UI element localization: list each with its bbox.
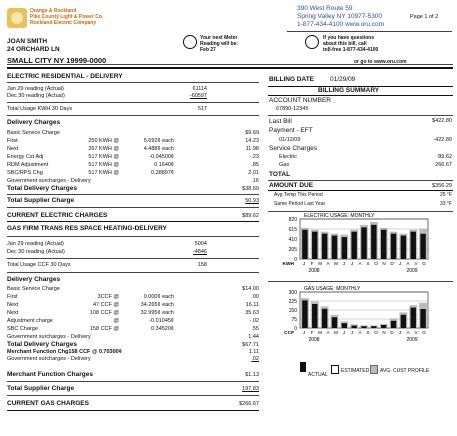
line-item-amount: -.23 [249, 154, 259, 160]
amount-due-row [269, 182, 452, 190]
gas-usage-value: 158 [197, 262, 207, 268]
line-item-rate: 0.34520¢ [151, 326, 174, 332]
summary-electric-value: 89.62 [438, 154, 452, 160]
company-logo-icon [7, 8, 27, 28]
questions-contact [323, 35, 378, 53]
y-tick-label: 150 [288, 308, 297, 314]
gas-total-delivery-label: Total Delivery Charges [7, 341, 77, 348]
year-label: 2008 [308, 268, 320, 274]
line-item-label: Energy Cst Adj [7, 154, 44, 160]
y-tick-label: 0 [294, 326, 297, 332]
company-line-2: Pike County Light & Power Co. [30, 14, 104, 20]
month-tick-label: S [366, 330, 370, 335]
line-item [7, 145, 259, 153]
actual-usage-bar [420, 309, 425, 328]
billing-date-value: 01/29/09 [330, 76, 356, 83]
gas-total-supplier-value: 197.83 [242, 386, 259, 392]
electric-reading-rule [7, 102, 259, 103]
actual-usage-bar [342, 237, 347, 259]
electric-total-supplier [7, 197, 259, 205]
year-label: 2009 [406, 268, 418, 274]
electric-current-label: CURRENT ELECTRIC CHARGES [7, 212, 108, 219]
line-item [7, 325, 259, 333]
company-line-1: Orange & Rockland [30, 8, 77, 14]
line-item-label: Next [7, 302, 19, 308]
gas-merchant-rule [7, 381, 259, 382]
line-item-amount: -.02 [249, 318, 259, 324]
gas-supplier-rule [7, 395, 259, 396]
line-item [7, 161, 259, 169]
actual-usage-bar [371, 225, 376, 259]
payment-value: -422.80 [433, 137, 452, 143]
line-item-amount: $9.69 [245, 130, 259, 136]
actual-usage-bar [381, 230, 386, 259]
line-item-label: First [7, 138, 18, 144]
summary-gas-row [279, 162, 452, 169]
month-tick-label: V [414, 261, 418, 266]
gas-current-charges [7, 400, 259, 408]
line-item-amount: .85 [251, 162, 259, 168]
actual-usage-bar [302, 230, 307, 259]
gas-total-supplier-label: Total Supplier Charge [7, 385, 75, 392]
next-meter-reading [200, 35, 238, 53]
month-tick-label: J [342, 261, 346, 266]
line-item-qty: @ [113, 318, 119, 324]
company-line-3: Rockland Electric Company [30, 20, 97, 26]
electric-heading: ELECTRIC RESIDENTIAL - DELIVERY [7, 73, 123, 80]
line-item-rate: 32.995¢ each [140, 310, 174, 316]
actual-usage-bar [391, 234, 396, 259]
month-tick-label: F [310, 261, 314, 266]
gas-reading-1 [7, 241, 207, 248]
month-tick-label: D [390, 261, 394, 266]
amount-due-rule [268, 190, 453, 191]
gas-merchant-line-label: Merchant Function Chg158 CCF @ 0.70300¢ [7, 349, 122, 355]
line-item-rate: 0.38897¢ [151, 170, 174, 176]
gas-merchant-total-label: Merchant Function Charges [7, 371, 93, 378]
gas-usage-chart [268, 286, 454, 344]
y-tick-label: 205 [288, 247, 297, 253]
line-item-qty: 517 KWH @ [88, 170, 119, 176]
month-tick-label: J [342, 330, 346, 335]
line-item-qty: 108 CCF @ [89, 310, 119, 316]
month-tick-label: A [326, 261, 330, 266]
month-tick-label: A [326, 330, 330, 335]
line-item-amount: .00 [251, 294, 259, 300]
gas-current-rule [7, 410, 259, 411]
line-item-label: Next [7, 310, 19, 316]
gas-merchant-total [7, 371, 259, 379]
line-item-amount: $14.00 [242, 286, 259, 292]
company-name [30, 8, 103, 26]
y-tick-label: 300 [288, 290, 297, 296]
month-tick-label: O [374, 261, 378, 266]
electric-reading-1-label: Jan 29 reading (Actual) [7, 86, 64, 92]
month-tick-label: A [406, 261, 410, 266]
gas-current-value: $266.67 [239, 401, 259, 407]
amount-due-value: $356.29 [432, 183, 452, 189]
gas-merchant-line [7, 349, 259, 356]
gas-total-delivery-value: $67.71 [242, 342, 259, 348]
line-item [7, 333, 259, 341]
month-tick-label: J [350, 330, 354, 335]
questions-web: or go to www.oru.com [354, 59, 407, 65]
line-item-amount: 2.01 [248, 170, 259, 176]
remit-address-line-1: 390 West Route 59 [297, 5, 353, 12]
chart-title: GAS USAGE: MONTHLY [304, 286, 361, 292]
summary-total-label: TOTAL [269, 171, 291, 178]
line-item-amount: 1.44 [248, 334, 259, 340]
line-item [7, 137, 259, 145]
avg-temp-row [274, 192, 452, 199]
electric-current-value: $89.62 [242, 213, 259, 219]
line-item-rate: -0.04500¢ [149, 154, 174, 160]
electric-reading-2-label: Dec 30 reading (Actual) [7, 93, 65, 99]
actual-usage-bar [351, 232, 356, 259]
legend-actual-label: ACTUAL [308, 372, 328, 378]
y-tick-label: 410 [288, 237, 297, 243]
month-tick-label: V [414, 330, 418, 335]
line-item-label: Government surcharges - Delivery [7, 178, 91, 184]
phone-icon [305, 35, 319, 49]
line-item-qty: 517 KWH @ [88, 154, 119, 160]
payment-row [279, 137, 452, 144]
line-item-label: Basic Service Charge [7, 286, 60, 292]
month-tick-label: J [398, 330, 402, 335]
month-tick-label: F [310, 330, 314, 335]
line-item [7, 153, 259, 161]
same-period-value: 33 °F [439, 201, 452, 207]
y-tick-label: 820 [288, 217, 297, 223]
summary-gas-value: 266.67 [435, 162, 452, 168]
gas-reading-rule [7, 258, 259, 259]
line-item-label: First [7, 294, 18, 300]
next-meter-line-2: Reading will be: [200, 41, 239, 47]
legend-avg-swatch [370, 365, 378, 374]
gas-total-delivery [7, 341, 259, 349]
electric-total-delivery-rule [7, 194, 259, 195]
account-number-label: ACCOUNT NUMBER [269, 97, 331, 104]
amount-due-label: AMOUNT DUE [269, 182, 314, 189]
summary-gas-label: Gas [279, 162, 290, 168]
line-item-qty: 250 KWH @ [88, 138, 119, 144]
chart-unit-label: KWH [282, 262, 294, 267]
payment-date: 01/12/09 [279, 137, 301, 143]
remit-address [297, 5, 384, 29]
line-item-rate: 0.000¢ each [143, 294, 174, 300]
legend-estimated-swatch [331, 365, 339, 374]
month-tick-label: N [382, 330, 386, 335]
y-tick-label: 615 [288, 227, 297, 233]
month-tick-label: A [358, 330, 362, 335]
line-item [7, 301, 259, 309]
month-tick-label: N [382, 261, 386, 266]
month-tick-label: O [374, 330, 378, 335]
line-item-qty: 3CCF @ [97, 294, 119, 300]
summary-electric-label: Electric [279, 154, 298, 160]
electric-current-charges [7, 212, 259, 220]
actual-usage-bar [312, 232, 317, 259]
electric-delivery-lines [7, 129, 259, 185]
actual-usage-bar [332, 317, 337, 328]
y-tick-label: 0 [294, 257, 297, 263]
gas-heading-rule [7, 236, 259, 237]
same-period-label: Same Period Last Year [274, 201, 326, 207]
month-tick-label: M [334, 261, 338, 266]
avg-temp-label: Avg Temp This Period [274, 192, 323, 198]
line-item-amount: 14.23 [245, 138, 259, 144]
month-tick-label: D [390, 330, 394, 335]
next-meter-line-1: Your next Meter [200, 35, 238, 41]
billing-summary-heading: BILLING SUMMARY [318, 87, 380, 94]
month-tick-label: J [350, 261, 354, 266]
electric-supplier-rule [7, 207, 259, 208]
actual-usage-bar [401, 315, 406, 328]
billing-date-label: BILLING DATE [269, 76, 315, 83]
last-bill-value: $422.80 [432, 118, 452, 124]
month-tick-label: M [318, 330, 322, 335]
actual-usage-bar [312, 304, 317, 328]
line-item-qty: 267 KWH @ [88, 146, 119, 152]
avg-temp-value: 25 °F [439, 192, 452, 198]
customer-street: 24 ORCHARD LN [7, 46, 60, 53]
chart-unit-label: CCF [284, 331, 294, 336]
gas-merchant-total-value: $1.13 [245, 372, 259, 378]
account-number-value: 67890-12345 [276, 106, 309, 112]
month-tick-label: J [398, 261, 402, 266]
electric-reading-1 [7, 86, 207, 93]
next-meter-date: Feb 27 [200, 47, 216, 53]
electric-reading-2-value: -60597 [189, 93, 207, 99]
month-tick-label: G [422, 261, 426, 266]
legend-avg-label: AVG. CUST PROFILE [380, 368, 430, 374]
year-label: 2009 [406, 337, 418, 343]
actual-usage-bar [302, 300, 307, 328]
actual-usage-bar [361, 227, 366, 259]
electric-usage [7, 106, 207, 113]
month-tick-label: M [334, 330, 338, 335]
gas-reading-2 [7, 249, 207, 256]
line-item-label: RDM Adjustment [7, 162, 49, 168]
line-item-qty: 158 CCF @ [89, 326, 119, 332]
actual-usage-bar [332, 236, 337, 259]
line-item-rate: 0.1640¢ [154, 162, 174, 168]
line-item-amount: .16 [251, 178, 259, 184]
gas-gov-supply-label: Government surcharges - Delivery [7, 356, 91, 362]
line-item [7, 169, 259, 177]
electric-current-rule [7, 221, 259, 222]
line-item-amount: .55 [251, 326, 259, 332]
legend-actual-swatch [300, 362, 306, 372]
line-item [7, 129, 259, 137]
customer-city: SMALL CITY NY 19999-0000 [7, 56, 107, 65]
line-item-label: Basic Service Charge [7, 130, 60, 136]
customer-name: JOAN SMITH [7, 38, 48, 45]
clock-icon [183, 35, 197, 49]
address-rule-thick [7, 67, 453, 69]
header-rule [287, 31, 452, 32]
electric-total-delivery [7, 185, 259, 193]
month-tick-label: M [318, 261, 322, 266]
questions-line-1: If you have questions [323, 35, 375, 41]
line-item-qty: 517 KWH @ [88, 162, 119, 168]
temperature-rule [268, 211, 453, 212]
legend-estimated-label: ESTIMATED [341, 368, 370, 374]
electric-usage-label: Total Usage KWH 30 Days [7, 106, 73, 112]
actual-usage-bar [401, 236, 406, 259]
actual-usage-bar [322, 234, 327, 259]
chart-title: ELECTRIC USAGE: MONTHLY [304, 213, 375, 219]
gas-reading-1-label: Jan 29 reading (Actual) [7, 241, 64, 247]
line-item-label: SBC Charge [7, 326, 38, 332]
line-item-amount: 11.98 [245, 146, 259, 152]
last-bill-label: Last Bill [269, 118, 292, 125]
gas-usage-label: Total Usage CCF 30 Days [7, 262, 71, 268]
page-number: Page 1 of 2 [410, 14, 439, 20]
chart-divider-rule [268, 281, 453, 282]
summary-electric-row [279, 154, 452, 161]
y-tick-label: 75 [291, 317, 297, 323]
electric-heading-rule [7, 82, 259, 83]
month-tick-label: J [302, 261, 306, 266]
actual-usage-bar [342, 323, 347, 328]
month-tick-label: G [422, 330, 426, 335]
electric-usage-value: 517 [197, 106, 207, 112]
actual-usage-bar [371, 326, 376, 328]
gas-delivery-lines [7, 285, 259, 341]
gas-gov-surcharge-supply [7, 356, 259, 363]
line-item-label: Next [7, 146, 19, 152]
line-item-qty: 47 CCF @ [92, 302, 119, 308]
customer-name-address [7, 38, 60, 54]
gas-usage [7, 262, 207, 269]
questions-line-3: toll-free 1-877-434-4100 [323, 47, 379, 53]
gas-total-supplier [7, 385, 259, 393]
line-item-label: Government surcharges - Delivery [7, 334, 91, 340]
actual-usage-bar [381, 325, 386, 328]
account-rule [268, 115, 453, 116]
electric-usage-chart [268, 213, 454, 275]
remit-address-line-2: Spring Valley NY 10977-5300 [297, 13, 383, 20]
payment-label: Payment - EFT [269, 127, 313, 134]
gas-heading: GAS FIRM TRANS RES SPACE HEATING-DELIVERY [7, 225, 167, 232]
same-period-row [274, 201, 452, 208]
billing-summary-rule [268, 95, 453, 96]
actual-usage-bar [361, 326, 366, 328]
actual-usage-bar [411, 232, 416, 259]
month-tick-label: A [358, 261, 362, 266]
month-tick-label: S [366, 261, 370, 266]
gas-reading-1-value: 5004 [194, 241, 207, 247]
line-item-rate: -0.01045¢ [149, 318, 174, 324]
electric-total-delivery-label: Total Delivery Charges [7, 185, 77, 192]
line-item-label: Adjustment charge [7, 318, 53, 324]
electric-reading-1-value: 61114 [192, 86, 207, 92]
electric-total-supplier-label: Total Supplier Charge [7, 197, 75, 204]
line-item [7, 293, 259, 301]
line-item-rate: 34.265¢ each [140, 302, 174, 308]
line-item-amount: 35.63 [245, 310, 259, 316]
line-item-amount: 16.11 [245, 302, 259, 308]
summary-total-rule [268, 180, 453, 181]
gas-gov-supply-value: .02 [251, 356, 259, 362]
line-item [7, 177, 259, 185]
actual-usage-bar [391, 321, 396, 328]
line-item-label: SBC/RPS Chg [7, 170, 43, 176]
electric-usage-rule [7, 115, 259, 116]
line-item [7, 317, 259, 325]
actual-usage-bar [351, 326, 356, 328]
gas-delivery-heading: Delivery Charges [7, 276, 61, 283]
year-label: 2008 [308, 337, 320, 343]
month-tick-label: A [406, 330, 410, 335]
electric-delivery-heading: Delivery Charges [7, 119, 61, 126]
questions-line-2: about this bill, call [323, 41, 367, 47]
gas-current-label: CURRENT GAS CHARGES [7, 400, 89, 407]
gas-reading-2-value: -4846 [192, 249, 207, 255]
line-item-rate: 5.692¢ each [143, 138, 174, 144]
month-tick-label: J [302, 330, 306, 335]
gas-usage-rule [7, 272, 259, 273]
electric-total-supplier-value: 50.93 [245, 198, 259, 204]
actual-usage-bar [411, 308, 416, 328]
actual-usage-bar [420, 234, 425, 259]
last-bill-row [269, 117, 452, 126]
actual-usage-bar [322, 309, 327, 328]
electric-total-delivery-value: $38.69 [242, 186, 259, 192]
line-item-rate: 4.488¢ each [143, 146, 174, 152]
line-item [7, 309, 259, 317]
gas-merchant-line-value: 1.11 [248, 349, 259, 355]
remit-phone-web: 1-877-434-4100 www.oru.com [297, 21, 385, 28]
electric-reading-2 [7, 93, 207, 100]
line-item [7, 285, 259, 293]
y-tick-label: 225 [288, 299, 297, 305]
service-charges-label: Service Charges [269, 145, 318, 152]
gas-reading-2-label: Dec 30 reading (Actual) [7, 249, 65, 255]
